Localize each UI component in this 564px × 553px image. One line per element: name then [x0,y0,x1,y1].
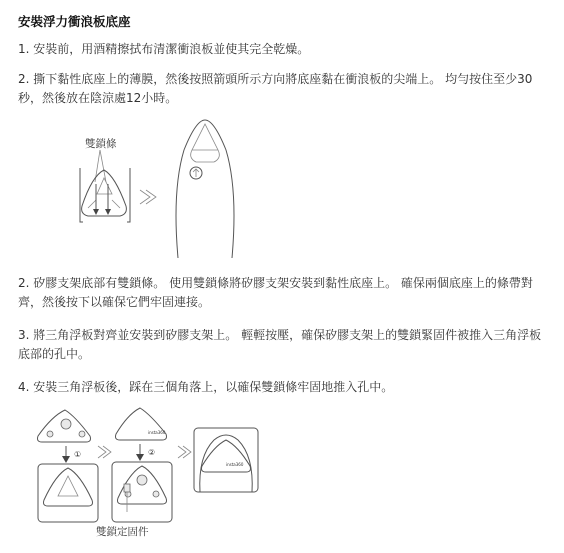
step-1: 1. 安裝前，用酒精擦拭布清潔衝浪板並使其完全乾燥。 [18,42,310,56]
figure1-label: 雙鎖條 [85,138,117,150]
step-mark-1: ① [74,450,82,459]
step-3: 3. 將三角浮板對齊並安裝到矽膠支架上。 輕輕按壓，確保矽膠支架上的雙鎖緊固件被推入三角浮板底部的孔中。 [18,328,542,361]
document-title: 安裝浮力衝浪板底座 [18,14,131,29]
step-2: 2. 撕下黏性底座上的薄膜，然後按照箭頭所示方向將底座黏在衝浪板的尖端上。 均勻按住至少30秒，然後放在陰涼處12小時。 [18,72,533,105]
brand-text-a: insta360 [148,430,166,435]
figure2-label: 雙鎖定固件 [96,526,149,538]
step-mark-2: ② [148,448,156,457]
brand-text-b: insta360 [226,462,244,467]
step-2b: 2. 矽膠支架底部有雙鎖條。 使用雙鎖條將矽膠支架安裝到黏性底座上。 確保兩個底座上的條帶對齊，然後按下以確保它們牢固連接。 [18,276,533,309]
step-4: 4. 安裝三角浮板後，踩在三個角落上，以確保雙鎖條牢固地推入孔中。 [18,380,394,394]
